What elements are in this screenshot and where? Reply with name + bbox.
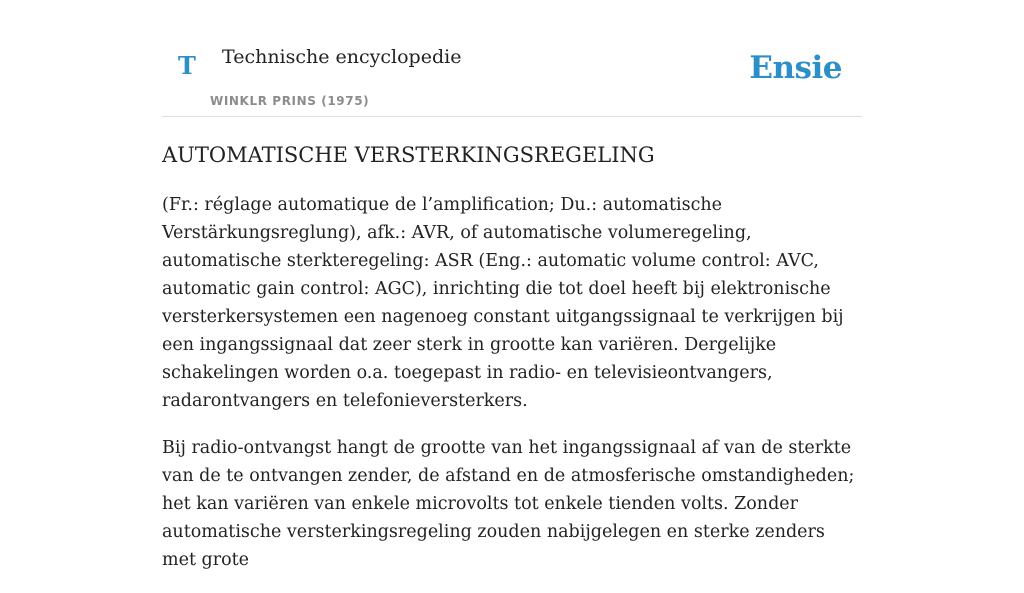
source-label: WINKLR PRINS (1975): [210, 94, 370, 108]
article: [162, 140, 862, 593]
site-header: [162, 0, 862, 117]
article-paragraph: Bij radio-ontvangst hangt de grootte van het ingangssignaal af van de sterkte van de te ontvangen zender, de afstand en de atmosferische omstandigheden; het kan variëren van enkele microvolts tot enkele tienden volts. Zonder automatische versterkingsregeling zouden nabijgelegen en sterke zenders met grote: [162, 438, 855, 570]
article-headword: AUTOMATISCHE VERSTERKINGSREGELING: [162, 143, 655, 167]
site-title[interactable]: Technische encyclopedie: [222, 46, 462, 68]
article-paragraph: (Fr.: réglage automatique de l’amplification; Du.: automatische Verstärkungsreglung), afk.: AVR, of automatische volumeregeling, automatische sterkteregeling: ASR (Eng.: automatic volume control: AVC, automatic gain control: AGC), inrichting die tot doel heeft bij elektronische versterkersystemen een nagenoeg constant uitgangssignaal te verkrijgen bij een ingangssignaal dat zeer sterk in grootte kan variëren. Dergelijke schakelingen worden o.a. toegepast in radio- en televisieontvangers, radarontvangers en telefonieversterkers.: [162, 195, 844, 411]
brand-logo[interactable]: Ensie: [749, 50, 842, 86]
logo-t-icon[interactable]: T: [178, 51, 196, 80]
